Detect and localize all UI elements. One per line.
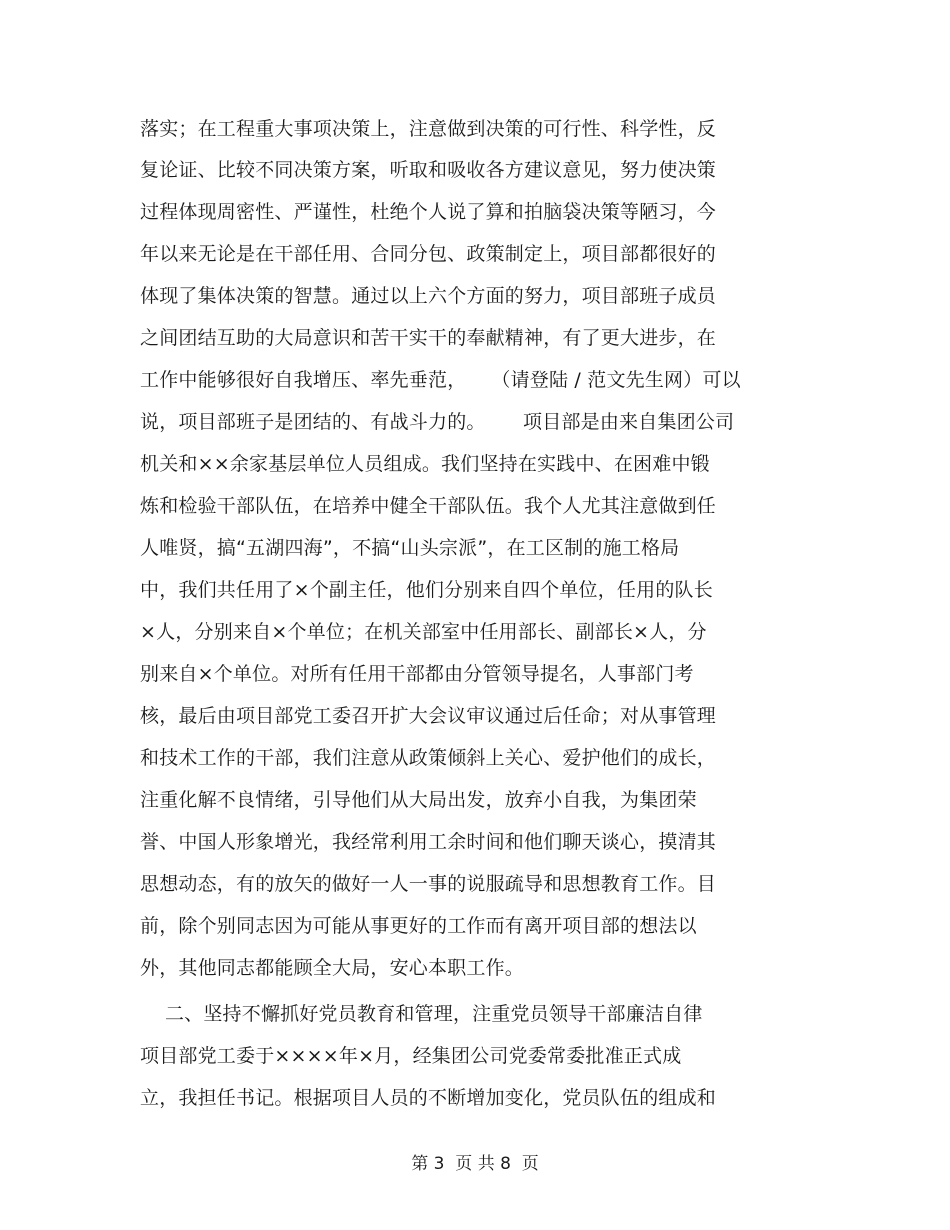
body-text-line: 复论证、比较不同决策方案，听取和吸收各方建议意见，努力使决策 bbox=[140, 159, 717, 181]
body-text-line: 项目部党工委于××××年×月，经集团公司党委常委批准正式成 bbox=[140, 1045, 682, 1067]
body-text-line: 之间团结互助的大局意识和苦干实干的奉献精神，有了更大进步，在 bbox=[140, 327, 717, 349]
page-number-footer: 第 3 页 共 8 页 bbox=[411, 1154, 539, 1174]
body-text-line: 工作中能够很好自我增压、率先垂范， （请登陆 / 范文先生网）可以 bbox=[140, 369, 741, 391]
body-text-line: 落实；在工程重大事项决策上，注意做到决策的可行性、科学性，反 bbox=[140, 118, 717, 140]
body-text-line: 年以来无论是在干部任用、合同分包、政策制定上，项目部都很好的 bbox=[140, 243, 717, 265]
body-text-line: 过程体现周密性、严谨性，杜绝个人说了算和拍脑袋决策等陋习，今 bbox=[140, 201, 717, 223]
body-text-line: 人唯贤，搞“五湖四海”，不搞“山头宗派”，在工区制的施工格局 bbox=[140, 537, 680, 559]
body-text-line: 注重化解不良情绪，引导他们从大局出发，放弃小自我，为集团荣 bbox=[140, 789, 697, 811]
body-text-line: ×人，分别来自×个单位；在机关部室中任用部长、副部长×人，分 bbox=[140, 621, 707, 643]
body-text-line: 炼和检验干部队伍，在培养中健全干部队伍。我个人尤其注意做到任 bbox=[140, 495, 717, 517]
body-text-line: 体现了集体决策的智慧。通过以上六个方面的努力，项目部班子成员 bbox=[140, 285, 717, 307]
body-text-line: 外，其他同志都能顾全大局，安心本职工作。 bbox=[140, 957, 525, 979]
body-text-line: 中，我们共任用了×个副主任，他们分别来自四个单位，任用的队长 bbox=[140, 579, 713, 601]
body-text-line: 说，项目部班子是团结的、有战斗力的。 项目部是由来自集团公司 bbox=[140, 411, 735, 433]
body-text-line: 别来自×个单位。对所有任用干部都由分管领导提名，人事部门考 bbox=[140, 663, 694, 685]
body-text-line: 核，最后由项目部党工委召开扩大会议审议通过后任命；对从事管理 bbox=[140, 705, 717, 727]
body-text-line: 机关和××余家基层单位人员组成。我们坚持在实践中、在困难中锻 bbox=[140, 453, 710, 475]
section-heading-line: 二、坚持不懈抓好党员教育和管理，注重党员领导干部廉洁自律 bbox=[140, 1003, 703, 1025]
body-text-line: 思想动态，有的放矢的做好一人一事的说服疏导和思想教育工作。目 bbox=[140, 873, 717, 895]
body-text-line: 和技术工作的干部，我们注意从政策倾斜上关心、爱护他们的成长， bbox=[140, 747, 717, 769]
body-text-line: 立，我担任书记。根据项目人员的不断增加变化，党员队伍的组成和 bbox=[140, 1087, 717, 1109]
body-text-line: 誉、中国人形象增光，我经常利用工余时间和他们聊天谈心，摸清其 bbox=[140, 831, 717, 853]
body-text-line: 前，除个别同志因为可能从事更好的工作而有离开项目部的想法以 bbox=[140, 915, 697, 937]
